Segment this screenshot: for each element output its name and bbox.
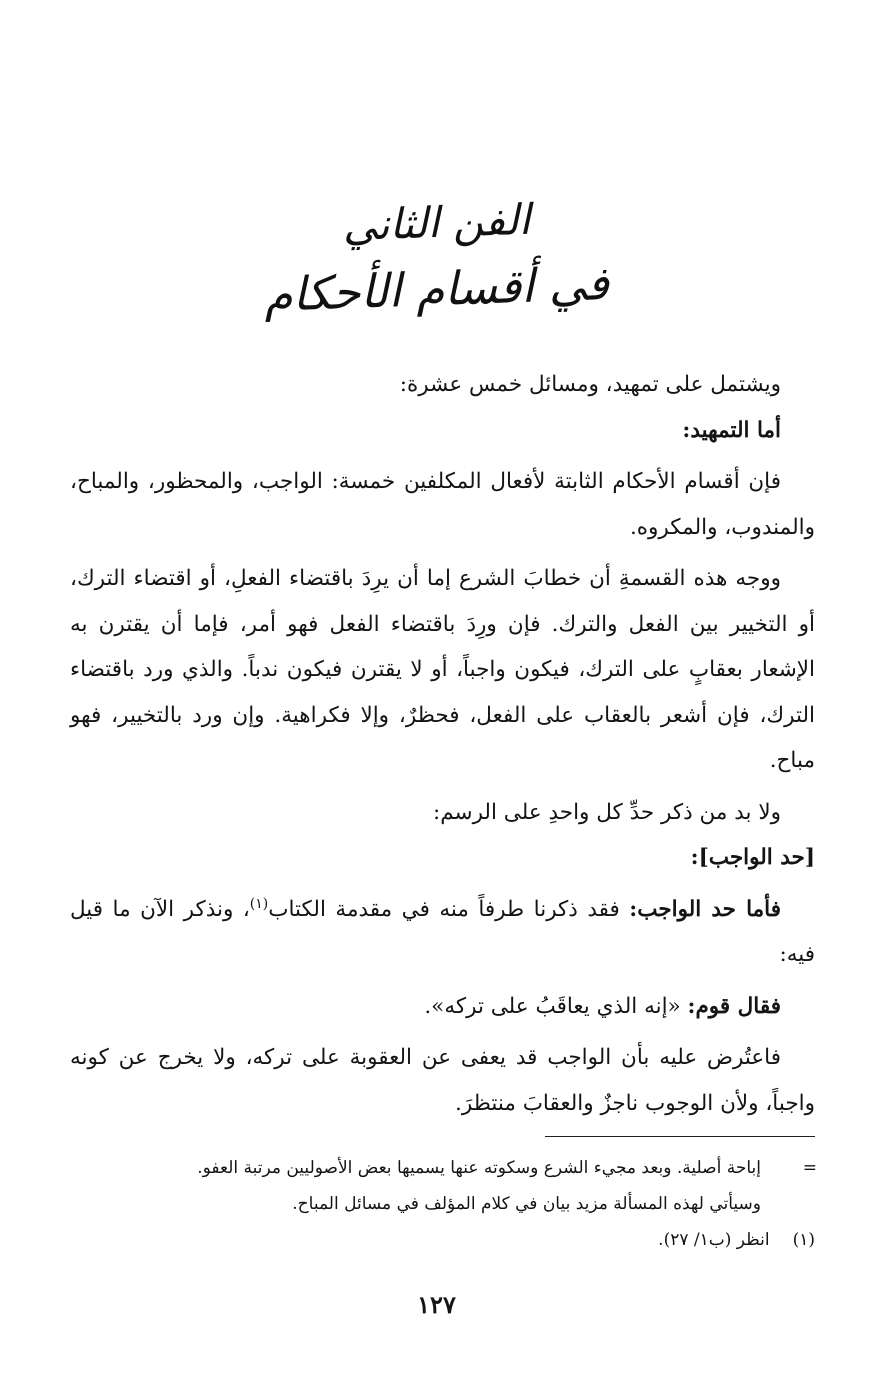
paragraph-definition-intro: ولا بد من ذكر حدِّ كل واحدِ على الرسم:: [433, 799, 781, 825]
footnote-1-number: (١): [792, 1230, 815, 1250]
section-heading-tamheed: أما التمهيد:: [682, 417, 781, 443]
paragraph-qawm: [70, 984, 815, 1030]
chapter-title: الفن الثاني: [341, 194, 532, 251]
chapter-subtitle: في أقسام الأحكام: [263, 255, 610, 323]
main-text: [70, 362, 815, 1126]
footnote-1: [70, 1222, 815, 1258]
qawm-lead: فقال قوم:: [687, 993, 781, 1019]
footnote-ref-1: (١): [249, 895, 269, 912]
intro-paragraph: ويشتمل على تمهيد، ومسائل خمس عشرة:: [399, 372, 781, 397]
qawm-quote: «إنه الذي يعاقَبُ على تركه».: [424, 993, 688, 1019]
paragraph-wajib-definition: [70, 887, 815, 978]
footnote-continuation: [70, 1150, 815, 1222]
footnote-cont-line-1: إباحة أصلية. وبعد مجيء الشرع وسكوته عنها يسميها بعض الأصوليين مرتبة العفو.: [197, 1158, 761, 1178]
continuation-mark: =: [802, 1158, 817, 1178]
footnote-cont-line-2: وسيأتي لهذه المسألة مزيد بيان في كلام المؤلف في مسائل المباح.: [292, 1194, 761, 1214]
paragraph-categories: فإن أقسام الأحكام الثابتة لأفعال المكلفين خمسة: الواجب، والمحظور، والمباح، والمندوب، والمكروه.: [70, 469, 815, 540]
section-heading-wajib: [حد الواجب]:: [690, 845, 815, 870]
footnotes: [70, 1150, 815, 1258]
footnote-1-text: انظر (ب١/ ٢٧).: [658, 1230, 770, 1250]
paragraph-objection: فاعتُرض عليه بأن الواجب قد يعفى عن العقوبة على تركه، ولا يخرج عن كونه واجباً، ولأن الوجوب ناجزٌ والعقابَ منتظرَ.: [70, 1045, 815, 1116]
wajib-text-a: فقد ذكرنا طرفاً منه في مقدمة الكتاب: [268, 896, 630, 922]
footnote-divider: [545, 1136, 815, 1137]
page-number: ١٢٧: [417, 1290, 456, 1319]
wajib-lead: فأما حد الواجب:: [629, 896, 781, 922]
paragraph-division: ووجه هذه القسمةِ أن خطابَ الشرع إما أن يرِدَ باقتضاء الفعلِ، أو اقتضاء الترك، أو التخيير بين الفعل والترك. فإن ورِدَ باقتضاء الفعل فهو أمر، فإما أن يقترن به الإشعار بعقابٍ على الترك، فيكون واجباً، أو لا يقترن فيكون ندباً. والذي ورد باقتضاء الترك، فإن أشعر بالعقاب على الفعل، فحظرٌ، وإلا فكراهية. وإن ورد بالتخيير، فهو مباح.: [70, 566, 815, 773]
wajib-text-b: ، ونذكر الآن ما قيل فيه:: [70, 896, 815, 967]
